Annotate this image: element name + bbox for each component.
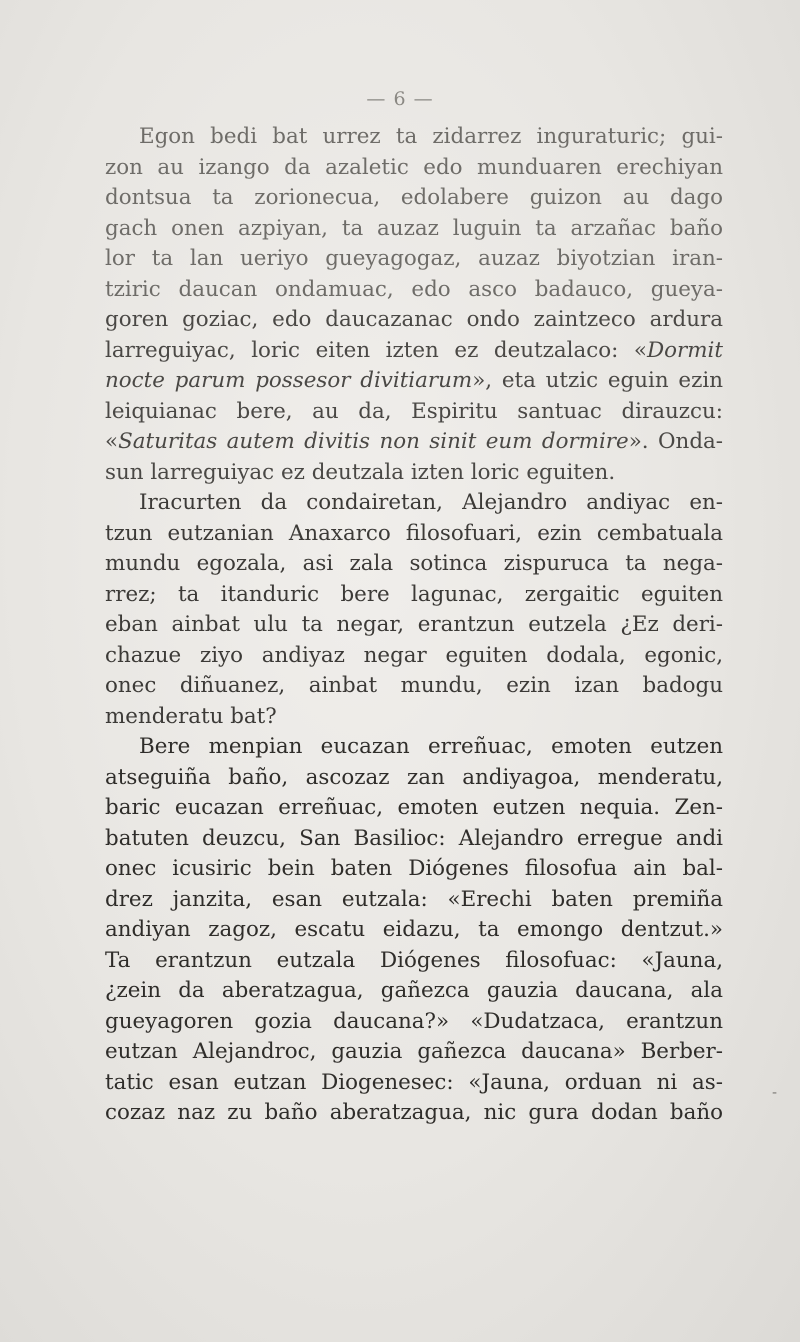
text-line: eban ainbat ulu ta negar, erantzun eutzela ¿Ez deri- [105,612,723,637]
text-line: Bere menpian eucazan erreñuac, emoten eutzen [139,734,723,759]
text-line [105,366,723,397]
text-line: Egon bedi bat urrez ta zidarrez inguraturic; gui- [139,124,723,149]
text-line: gach onen azpiyan, ta auzaz luguin ta arzañac baño [105,215,723,241]
page-number: — 6 — [366,88,434,110]
text-line: menderatu bat? [105,703,277,729]
text-segment: ». Onda- [628,429,723,454]
text-line: chazue ziyo andiyaz negar eguiten dodala, egonic, [105,642,723,668]
text-line: goren goziac, edo daucazanac ondo zaintzeco ardura [105,307,723,332]
text-line: batuten deuzcu, San Basilioc: Alejandro erregue andi [105,825,723,851]
text-line: dontsua ta zorionecua, edolabere guizon au dago [105,185,723,210]
body-text [105,122,723,1129]
text-segment: », eta utzic eguin ezin [472,368,723,393]
text-line: tziric daucan ondamuac, edo asco badauco, gueya- [105,276,723,302]
text-line: onec icusiric bein baten Diógenes filosofua ain bal- [105,856,723,881]
text-line: onec diñuanez, ainbat mundu, ezin izan badogu [105,673,723,698]
text-line: tatic esan eutzan Diogenesec: «Jauna, orduan ni as- [105,1069,723,1095]
text-line: gueyagoren gozia daucana?» «Dudatzaca, erantzun [105,1008,723,1034]
paragraph-2 [105,488,723,732]
text-line [105,336,723,367]
latin-quote: Dormit [647,337,723,363]
text-line: rrez; ta itanduric bere lagunac, zergaitic eguiten [105,581,723,607]
latin-quote: nocte parum possesor divitiarum [105,368,473,393]
paragraph-1 [105,122,723,488]
text-line: cozaz naz zu baño aberatzagua, nic gura dodan baño [105,1100,723,1125]
text-line [105,427,723,458]
text-line: mundu egozala, asi zala sotinca zispuruca ta nega- [105,551,723,576]
text-line: sun larreguiyac ez deutzala izten loric eguiten. [105,459,616,485]
text-segment: larreguiyac, loric eiten izten ez deutzalaco: « [105,337,648,363]
text-line: drez janzita, esan eutzala: «Erechi baten premiña [105,886,723,912]
text-line: Iracurten da condairetan, Alejandro andiyac en- [139,490,723,515]
text-line: Ta erantzun eutzala Diógenes filosofuac: «Jauna, [105,947,723,973]
text-line: baric eucazan erreñuac, emoten eutzen nequia. Zen- [105,795,723,820]
text-line: leiquianac bere, au da, Espiritu santuac dirauzcu: [105,398,723,424]
text-line: ¿zein da aberatzagua, gañezca gauzia daucana, ala [105,978,723,1003]
text-line: zon au izango da azaletic edo munduaren erechiyan [105,154,723,180]
text-line: atseguiña baño, ascozaz zan andiyagoa, menderatu, [105,764,723,790]
text-line: andiyan zagoz, escatu eidazu, ta emongo dentzut.» [105,917,723,942]
paragraph-3 [105,732,723,1129]
text-line: tzun eutzanian Anaxarco filosofuari, ezin cembatuala [105,520,723,546]
text-line: eutzan Alejandroc, gauzia gañezca daucana» Berber- [105,1039,723,1064]
text-line: lor ta lan ueriyo gueyagogaz, auzaz biyotzian iran- [105,246,723,271]
margin-mark: - [772,1085,778,1101]
quote-open: « [105,429,119,454]
latin-quote: Saturitas autem divitis non sinit eum dormire [118,429,629,454]
